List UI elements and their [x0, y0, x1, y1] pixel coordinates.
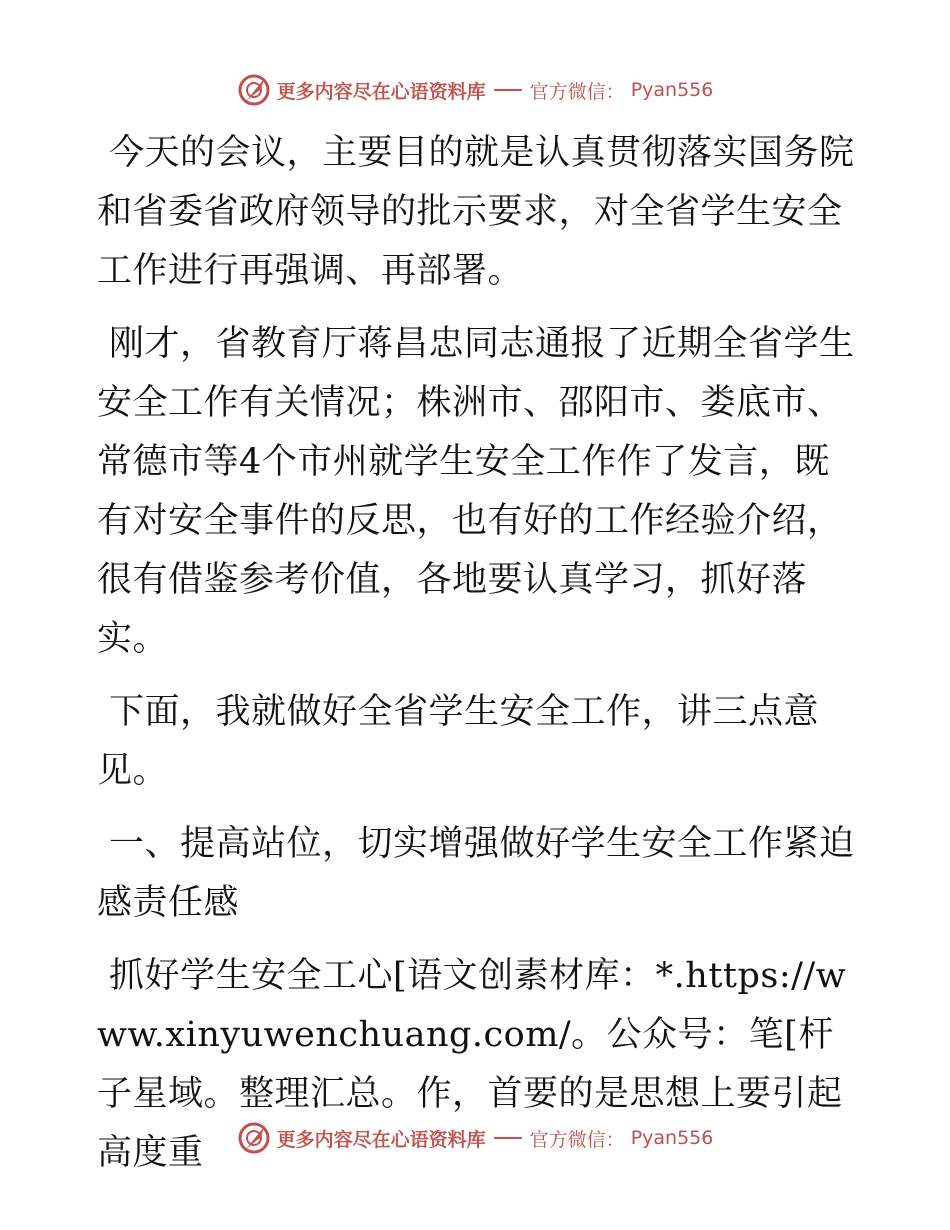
banner-wechat-id: Pyan556 [630, 79, 714, 101]
header-banner [0, 70, 950, 110]
banner-inner [237, 73, 714, 107]
quill-circle-icon [237, 73, 271, 107]
banner-dash-footer [494, 1137, 522, 1139]
paragraph-4: 抓好学生安全工心[语文创素材库：*.https://www.xinyuwenchuang.com/。公众号：笔[杆子星域。整理汇总。作，首要的是思想上要引起高度重 [97, 956, 847, 1173]
paragraph-3: 下面，我就做好全省学生安全工作，讲三点意见。 [97, 692, 820, 791]
banner-main-text-footer: 更多内容尽在心语资料库 [276, 1128, 486, 1151]
banner-main-text: 更多内容尽在心语资料库 [276, 80, 486, 103]
banner-dash [494, 89, 522, 91]
banner-separator-footer: 官方微信： [529, 1128, 625, 1151]
section-heading-1: 一、提高站位，切实增强做好学生安全工作紧迫感责任感 [97, 824, 855, 923]
banner-inner-footer [237, 1121, 714, 1155]
paragraph-1: 今天的会议，主要目的就是认真贯彻落实国务院和省委省政府领导的批示要求，对全省学生安全工作进行再强调、再部署。 [97, 133, 855, 291]
footer-banner [0, 1118, 950, 1158]
banner-wechat-id-footer: Pyan556 [630, 1127, 714, 1149]
paragraph-2: 刚才，省教育厅蒋昌忠同志通报了近期全省学生安全工作有关情况；株洲市、邵阳市、娄底市、常德市等4个市州就学生安全工作作了发言，既有对安全事件的反思，也有好的工作经验介绍，很有借鉴参考价值，各地要认真学习，抓好落实。 [97, 324, 855, 659]
document-body [97, 124, 857, 1197]
banner-separator: 官方微信： [529, 80, 625, 103]
quill-circle-icon [237, 1121, 271, 1155]
